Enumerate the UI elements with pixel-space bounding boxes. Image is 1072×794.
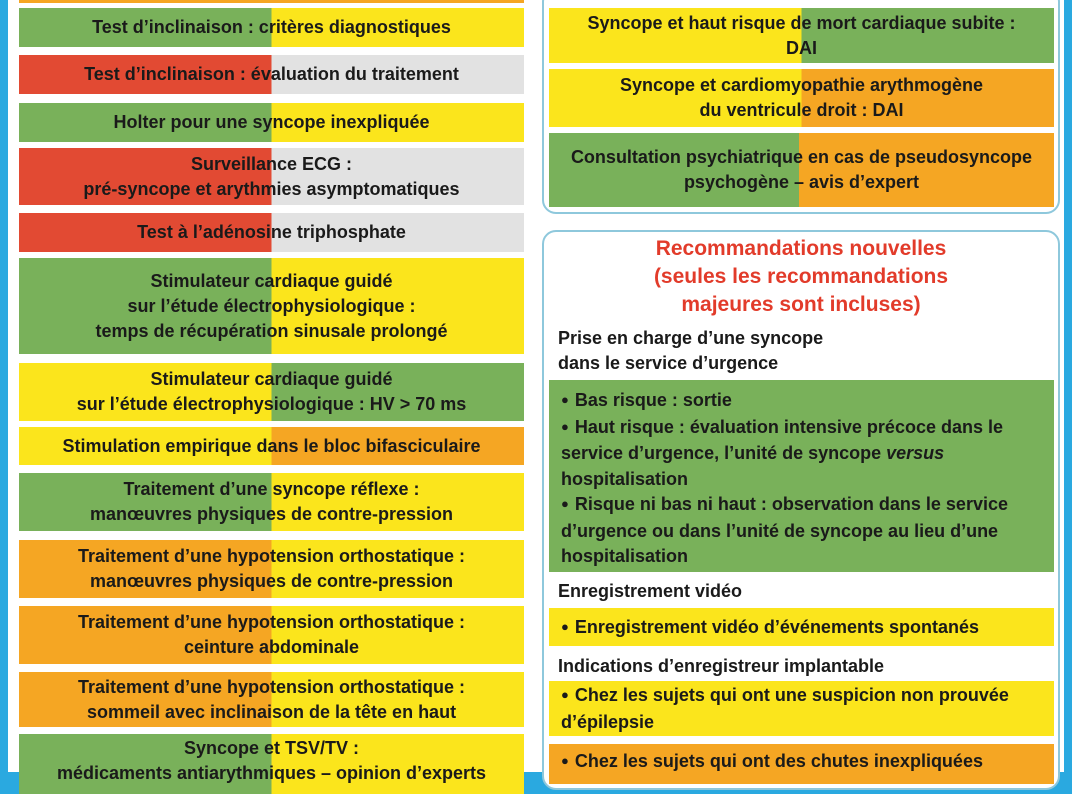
row-psychiatric <box>549 133 1054 207</box>
row-pacemaker-sinus <box>19 258 524 354</box>
row-tilt-treatment <box>19 55 524 94</box>
row-psychiatric-text: Consultation psychiatrique en cas de pseudosyncope psychogène – avis d’expert <box>570 147 1033 192</box>
left-edge-strip <box>0 0 8 772</box>
right-edge-strip <box>1064 0 1072 772</box>
box-emergency-bullets <box>549 380 1054 572</box>
box-epilepsy <box>549 681 1054 736</box>
row-tilt-diagnostic-text: Test d’inclinaison : critères diagnostiques <box>92 17 451 37</box>
row-ecg-monitoring-text: Surveillance ECG : pré-syncope et arythmies asymptomatiques <box>83 153 460 199</box>
row-orthostatic-maneuvers <box>19 540 524 598</box>
section-heading-video: Enregistrement vidéo <box>558 581 743 601</box>
bullet-video: ● Enregistrement vidéo d’événements spontanés <box>561 615 1048 642</box>
row-tilt-diagnostic <box>19 8 524 47</box>
row-orthostatic-binder-text: Traitement d’une hypotension orthostatique : ceinture abdominale <box>77 612 466 657</box>
row-empiric-pacing <box>19 427 524 465</box>
row-adenosine-text: Test à l’adénosine triphosphate <box>137 222 406 242</box>
cut-off-row-top <box>19 0 524 3</box>
row-empiric-pacing-text: Stimulation empirique dans le bloc bifasciculaire <box>62 435 481 456</box>
row-orthostatic-sleep-text: Traitement d’une hypotension orthostatique : sommeil avec inclinaison de la tête en haut <box>77 676 466 722</box>
row-icd-sudden-death-text: Syncope et haut risque de mort cardiaque subite : DAI <box>587 12 1016 58</box>
row-arvc-icd-text: Syncope et cardiomyopathie arythmogène du ventricule droit : DAI <box>619 75 984 120</box>
row-reflex-syncope <box>19 473 524 531</box>
row-orthostatic-binder <box>19 606 524 664</box>
row-pacemaker-hv-text: Stimulateur cardiaque guidé sur l’étude électrophysiologique : HV > 70 ms <box>76 369 467 414</box>
bullet-falls: ● Chez les sujets qui ont des chutes inexpliquées <box>561 749 1048 776</box>
row-svt-vt <box>19 734 524 794</box>
row-ecg-monitoring <box>19 148 524 205</box>
row-pacemaker-hv <box>19 363 524 421</box>
bullet-epilepsy: ● Chez les sujets qui ont une suspicion non prouvée d’épilepsie <box>561 683 1048 735</box>
row-arvc-icd <box>549 69 1054 127</box>
row-svt-vt-text: Syncope et TSV/TV : médicaments antiarythmiques – opinion d’experts <box>56 738 487 783</box>
row-adenosine <box>19 213 524 252</box>
row-icd-sudden-death <box>549 8 1054 63</box>
section-heading-emergency: Prise en charge d’une syncope dans le service d’urgence <box>558 328 824 373</box>
bullet-high-risk: ● Haut risque : évaluation intensive précoce dans le service d’urgence, l’unité de syncope versus hospitalisation <box>561 415 1048 493</box>
bullet-intermediate-risk: ● Risque ni bas ni haut : observation dans le service d’urgence ou dans l’unité de syncope au lieu d’une hospitalisation <box>561 492 1048 570</box>
row-reflex-syncope-text: Traitement d’une syncope réflexe : manœuvres physiques de contre-pression <box>89 479 454 524</box>
new-recommendations-title: Recommandations nouvelles (seules les recommandations majeures sont incluses) <box>653 237 949 316</box>
row-holter <box>19 103 524 142</box>
row-pacemaker-sinus-text: Stimulateur cardiaque guidé sur l’étude électrophysiologique : temps de récupération sinusale prolongé <box>95 270 448 341</box>
section-heading-implantable: Indications d’enregistreur implantable <box>558 656 885 676</box>
box-video <box>549 608 1054 646</box>
row-tilt-treatment-text: Test d’inclinaison : évaluation du traitement <box>84 64 459 84</box>
row-orthostatic-sleep <box>19 672 524 727</box>
row-holter-text: Holter pour une syncope inexpliquée <box>113 112 430 132</box>
bullet-low-risk: ● Bas risque : sortie <box>561 388 1048 415</box>
row-orthostatic-maneuvers-text: Traitement d’une hypotension orthostatique : manœuvres physiques de contre-pression <box>77 546 466 591</box>
box-falls <box>549 744 1054 784</box>
